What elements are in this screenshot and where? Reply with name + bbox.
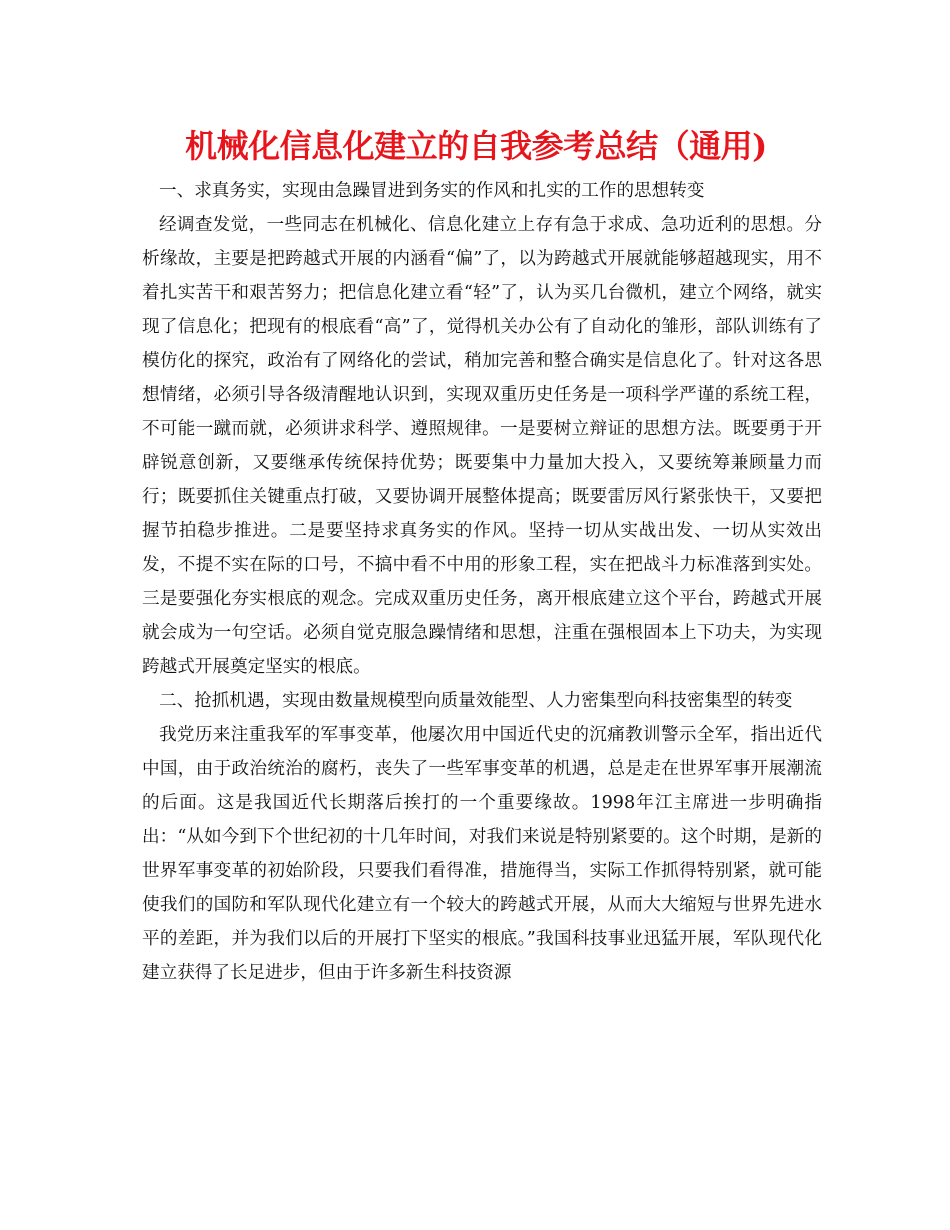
document-title: 机械化信息化建立的自我参考总结（通用) [185, 127, 767, 165]
paragraph-1: 经调查发觉，一些同志在机械化、信息化建立上存有急于求成、急功近利的思想。分析缘故，主要是把跨越式开展的内涵看“偏”了，以为跨越式开展就能够超越现实，用不着扎实苦干和艰苦努力；把信息化建立看“轻”了，认为买几台微机，建立个网络，就实现了信息化；把现有的根底看“高”了，觉得机关办公有了自动化的雏形，部队训练有了模仿化的探究，政治有了网络化的尝试，稍加完善和整合确实是信息化了。针对这各思想情绪，必须引导各级清醒地认识到，实现双重历史任务是一项科学严谨的系统工程，不可能一蹴而就，必须讲求科学、遵照规律。一是要树立辩证的思想方法。既要勇于开辟锐意创新，又要继承传统保持优势；既要集中力量加大投入，又要统筹兼顾量力而行；既要抓住关键重点打破，又要协调开展整体提高；既要雷厉风行紧张快干，又要把握节拍稳步推进。二是要坚持求真务实的作风。坚持一切从实战出发、一切从实效出发，不提不实在际的口号，不搞中看不中用的形象工程，实在把战斗力标准落到实处。三是要强化夯实根底的观念。完成双重历史任务，离开根底建立这个平台，跨越式开展就会成为一句空话。必须自觉克服急躁情绪和思想，注重在强根固本上下功夫，为实现跨越式开展奠定坚实的根底。 [142, 215, 822, 677]
paragraph-2: 我党历来注重我军的军事变革，他屡次用中国近代史的沉痛教训警示全军，指出近代中国，由于政治统治的腐朽，丧失了一些军事变革的机遇，总是走在世界军事开展潮流的后面。这是我国近代长期落后挨打的一个重要缘故。1998年江主席进一步明确指出：“从如今到下个世纪初的十几年时间，对我们来说是特别紧要的。这个时期，是新的世界军事变革的初始阶段，只要我们看得准，措施得当，实际工作抓得特别紧，就可能使我们的国防和军队现代化建立有一个较大的跨越式开展，从而大大缩短与世界先进水平的差距，并为我们以后的开展打下坚实的根底。”我国科技事业迅猛开展，军队现代化建立获得了长足进步，但由于许多新生科技资源 [142, 725, 822, 983]
section-heading-1: 一、求真务实，实现由急躁冒进到务实的作风和扎实的工作的思想转变 [159, 181, 705, 201]
section-heading-2: 二、抢抓机遇，实现由数量规模型向质量效能型、人力密集型向科技密集型的转变 [159, 691, 793, 711]
document-body [142, 120, 822, 990]
